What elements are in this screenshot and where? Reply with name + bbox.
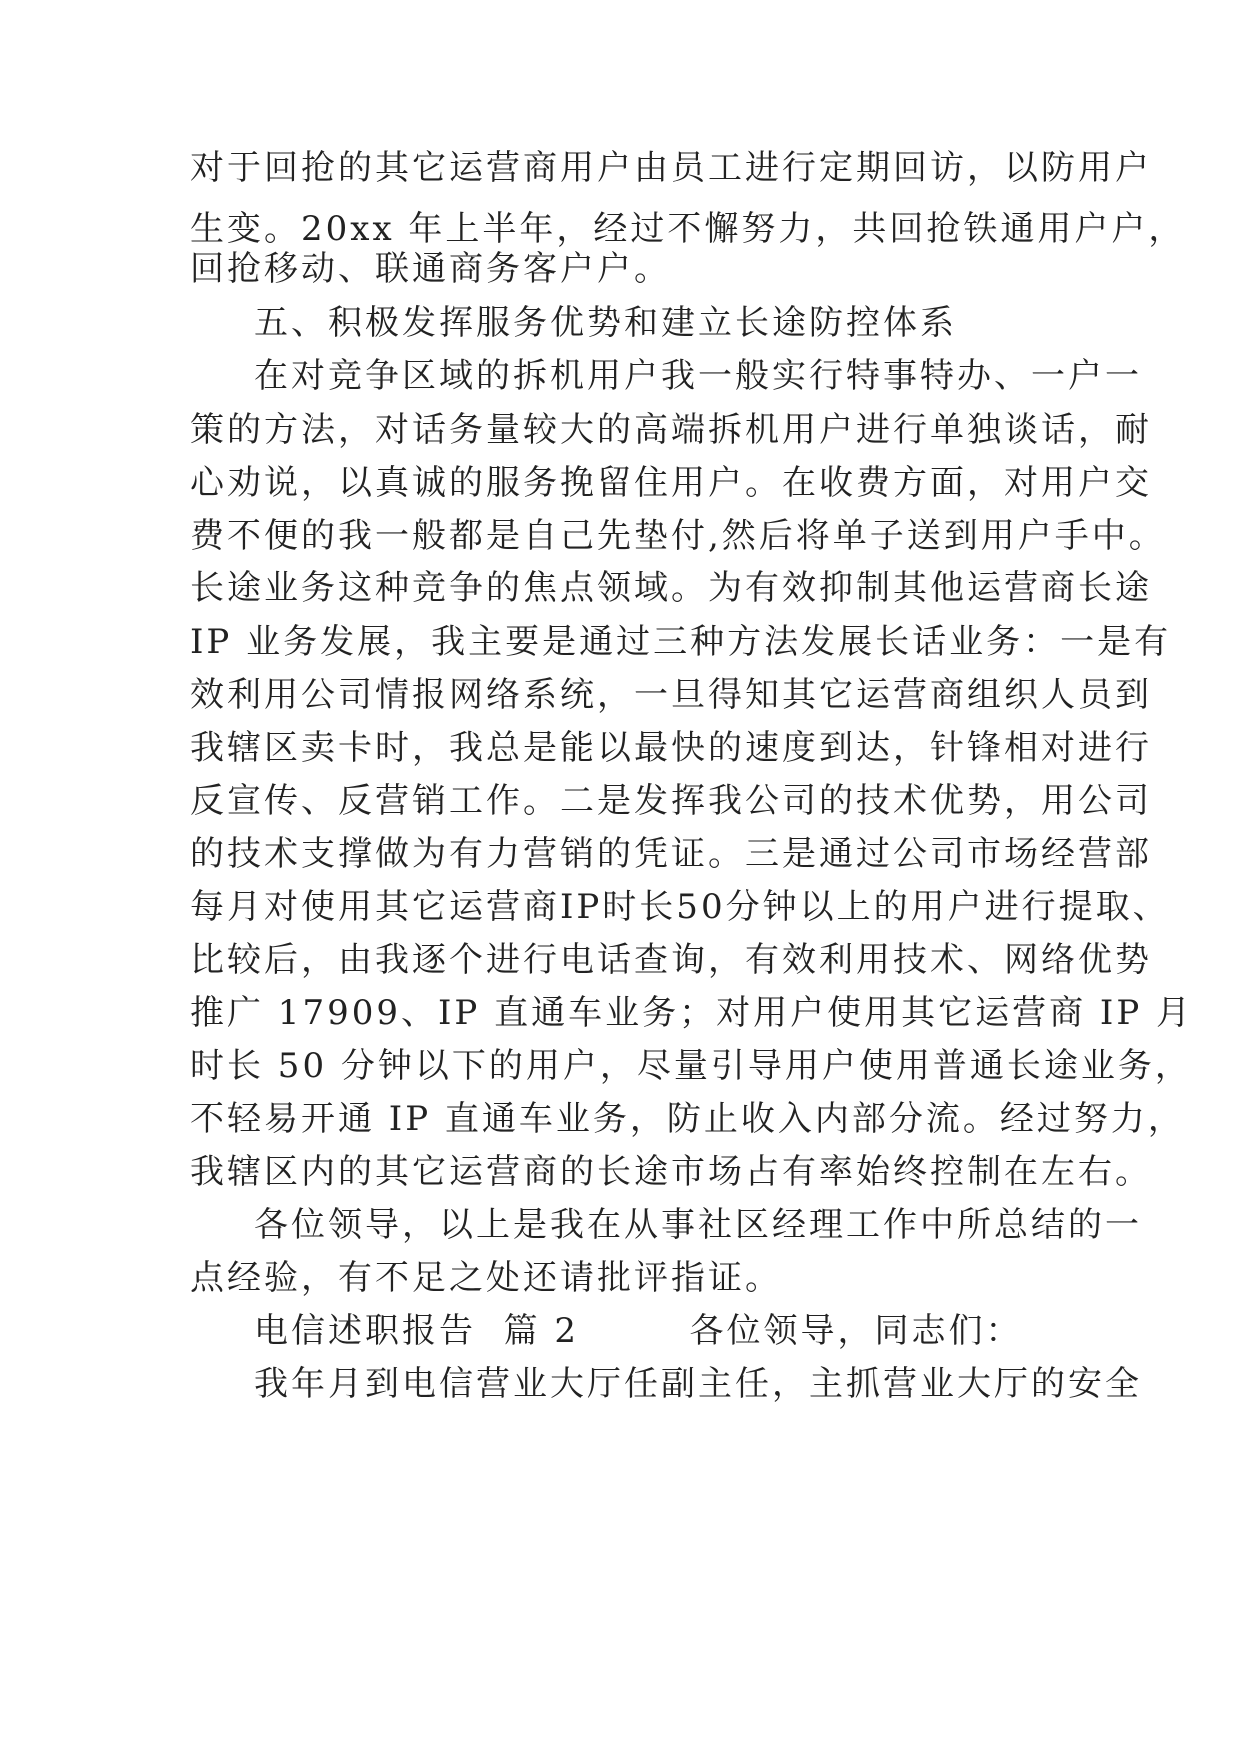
text-line: 生变。20xx 年上半年，经过不懈努力，共回抢铁通用户户， xyxy=(190,209,1186,249)
text-line: 不轻易开通 IP 直通车业务，防止收入内部分流。经过努力， xyxy=(190,1099,1185,1139)
text-line: 策的方法，对话务量较大的高端拆机用户进行单独谈话，耐 xyxy=(190,410,1152,450)
text-line: 各位领导，以上是我在从事社区经理工作中所总结的一 xyxy=(254,1205,1142,1245)
text-line: 我辖区内的其它运营商的长途市场占有率始终控制在左右。 xyxy=(190,1152,1152,1192)
text-line: 推广 17909、IP 直通车业务；对用户使用其它运营商 IP 月 xyxy=(190,993,1194,1033)
text-line: 反宣传、反营销工作。二是发挥我公司的技术优势，用公司 xyxy=(190,781,1152,821)
section-heading: 电信述职报告 篇 2 各位领导，同志们： xyxy=(254,1311,1023,1351)
text-line: 费不便的我一般都是自己先垫付,然后将单子送到用户手中。 xyxy=(190,516,1166,556)
text-line: 对于回抢的其它运营商用户由员工进行定期回访，以防用户 xyxy=(190,148,1152,188)
text-line: 时长 50 分钟以下的用户，尽量引导用户使用普通长途业务， xyxy=(190,1046,1192,1086)
text-line: 长途业务这种竞争的焦点领域。为有效抑制其他运营商长途 xyxy=(190,568,1152,608)
text-line: 每月对使用其它运营商IP时长50分钟以上的用户进行提取、 xyxy=(190,887,1170,927)
text-line: 点经验，有不足之处还请批评指证。 xyxy=(190,1258,782,1298)
text-line: 效利用公司情报网络系统，一旦得知其它运营商组织人员到 xyxy=(190,675,1152,715)
text-line: 在对竞争区域的拆机用户我一般实行特事特办、一户一 xyxy=(254,356,1142,396)
section-heading: 五、积极发挥服务优势和建立长途防控体系 xyxy=(254,303,957,343)
text-line: 比较后，由我逐个进行电话查询，有效利用技术、网络优势 xyxy=(190,940,1152,980)
text-line: 我年月到电信营业大厅任副主任，主抓营业大厅的安全 xyxy=(254,1364,1142,1404)
text-line: 回抢移动、联通商务客户户。 xyxy=(190,249,671,289)
text-line: IP 业务发展，我主要是通过三种方法发展长话业务：一是有 xyxy=(190,622,1172,662)
text-line: 的技术支撑做为有力营销的凭证。三是通过公司市场经营部 xyxy=(190,834,1152,874)
text-line: 心劝说，以真诚的服务挽留住用户。在收费方面，对用户交 xyxy=(190,463,1152,503)
text-line: 我辖区卖卡时，我总是能以最快的速度到达，针锋相对进行 xyxy=(190,728,1152,768)
